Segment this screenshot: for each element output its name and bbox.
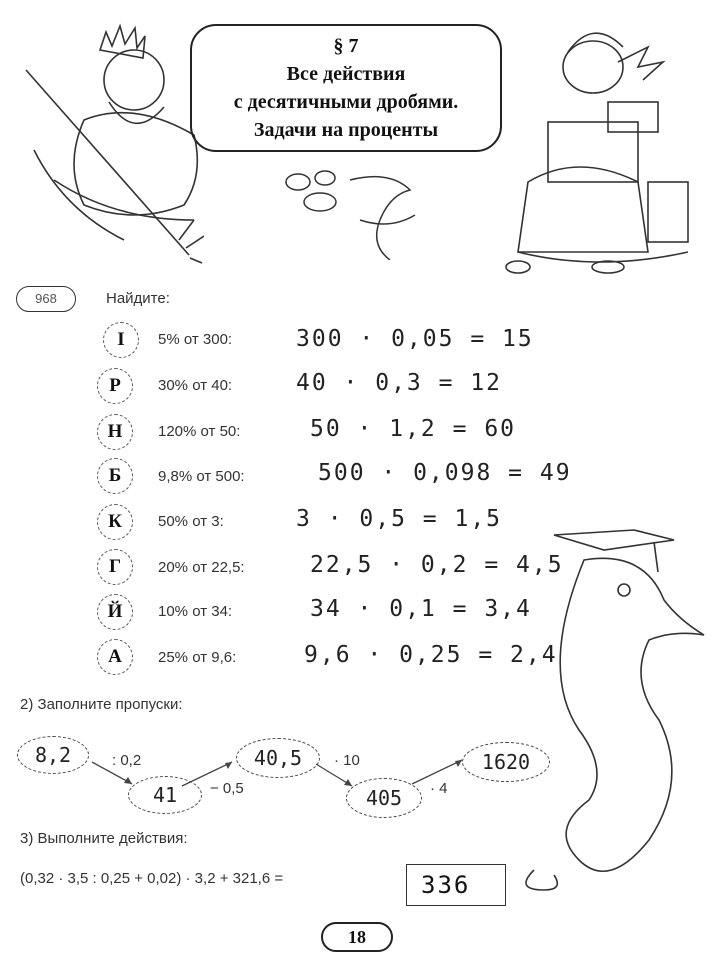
title-line-3: Задачи на проценты xyxy=(253,119,439,141)
chain-op-2: − 0,5 xyxy=(210,780,244,797)
gnome-treasure-illustration xyxy=(498,12,698,282)
row-label: 120% от 50: xyxy=(158,423,241,440)
page-number: 18 xyxy=(321,922,393,952)
section-title-box xyxy=(190,24,502,152)
task3-answer-box: 336 xyxy=(406,864,506,906)
row-letter: К xyxy=(97,504,133,540)
row-label: 9,8% от 500: xyxy=(158,468,245,485)
row-answer: 9,6 · 0,25 = 2,4 xyxy=(304,642,558,668)
chain-start: 8,2 xyxy=(17,736,89,774)
row-label: 5% от 300: xyxy=(158,331,233,348)
task2-prompt: 2) Заполните пропуски: xyxy=(20,696,183,713)
row-letter: I xyxy=(103,322,139,358)
task1-prompt: Найдите: xyxy=(106,290,170,307)
task3-prompt: 3) Выполните действия: xyxy=(20,830,188,847)
chain-op-3: · 10 xyxy=(334,752,360,769)
neptune-illustration xyxy=(14,10,204,280)
chain-value-1: 41 xyxy=(128,776,202,814)
chain-op-4: · 4 xyxy=(430,780,448,797)
title-line-2: с десятичными дробями. xyxy=(233,91,459,113)
row-answer: 34 · 0,1 = 3,4 xyxy=(310,596,532,622)
row-answer: 500 · 0,098 = 49 xyxy=(318,460,572,486)
row-letter: Р xyxy=(97,368,133,404)
row-answer: 40 · 0,3 = 12 xyxy=(296,370,503,396)
row-label: 50% от 3: xyxy=(158,513,224,530)
row-label: 25% от 9,6: xyxy=(158,649,237,666)
chain-value-4: 1620 xyxy=(462,742,550,782)
row-letter: А xyxy=(97,639,133,675)
chain-value-2: 40,5 xyxy=(236,738,320,778)
fish-scale-illustration xyxy=(270,160,430,260)
task-number-badge: 968 xyxy=(16,286,76,312)
row-answer: 3 · 0,5 = 1,5 xyxy=(296,506,503,532)
row-label: 10% от 34: xyxy=(158,603,233,620)
row-label: 30% от 40: xyxy=(158,377,233,394)
chain-op-1: : 0,2 xyxy=(112,752,142,769)
title-line-1: Все действия xyxy=(286,63,406,85)
row-answer: 300 · 0,05 = 15 xyxy=(296,326,534,352)
row-letter: Б xyxy=(97,458,133,494)
row-label: 20% от 22,5: xyxy=(158,559,245,576)
row-answer: 50 · 1,2 = 60 xyxy=(310,416,517,442)
row-letter: Г xyxy=(97,549,133,585)
row-letter: Н xyxy=(97,414,133,450)
row-answer: 22,5 · 0,2 = 4,5 xyxy=(310,552,564,578)
chain-value-3: 405 xyxy=(346,778,422,818)
section-number: § 7 xyxy=(333,35,359,57)
task3-expression: (0,32 · 3,5 : 0,25 + 0,02) · 3,2 + 321,6 = xyxy=(20,870,284,887)
row-letter: Й xyxy=(97,594,133,630)
